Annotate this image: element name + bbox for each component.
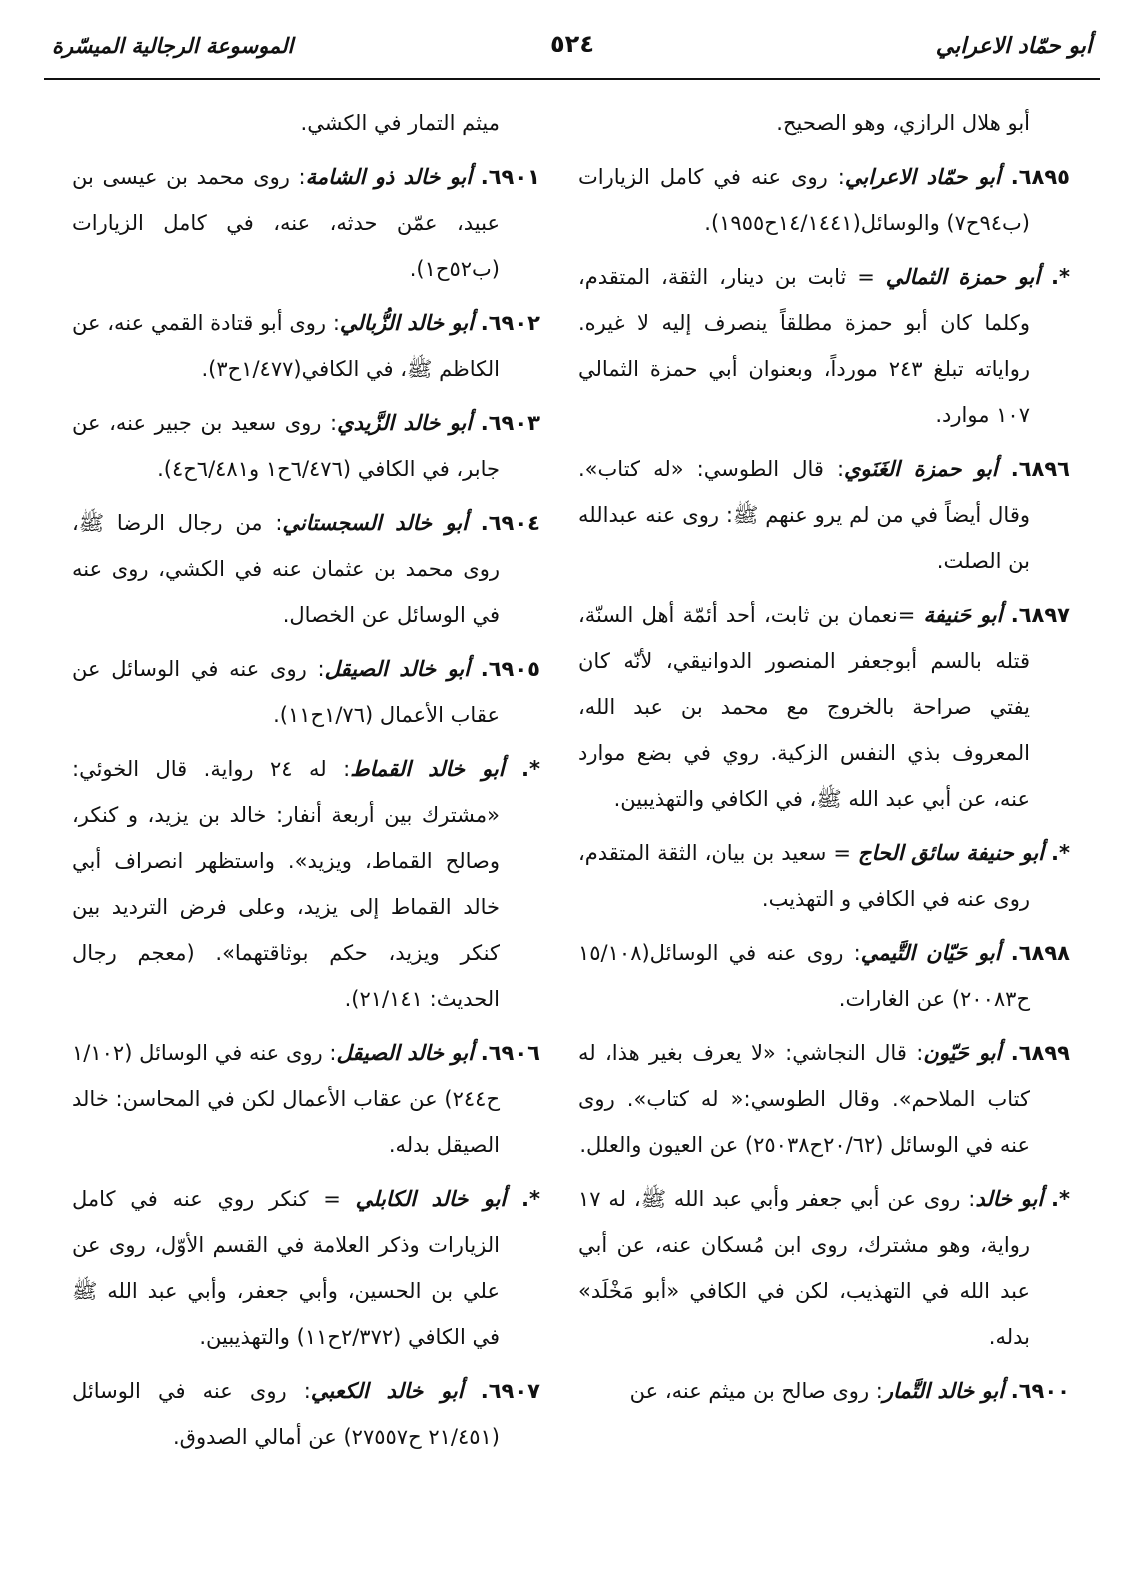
entry-6900: ٦٩٠٠. أبو خالد التَّمار: روى صالح بن ميثم عنه، عن [629,1379,1070,1403]
entry-6899: ٦٨٩٩. أبو حَيّون: قال النجاشي: «لا يعرف بغير هذا، له كتاب الملاحم». وقال الطوسي:« له كتاب». روى عنه في الوسائل (٢٠/٦٢ح٢٥٠٣٨) عن العيون والعلل. [578,1041,1070,1157]
entry-6902: ٦٩٠٢. أبو خالد الزُّبالي: روى أبو قتادة القمي عنه، عن الكاظم ﷺ، في الكافي(١/٤٧٧ح٣). [72,311,540,381]
left-column [72,100,540,1468]
entry-6907: ٦٩٠٧. أبو خالد الكعبي: روى عنه في الوسائل (٢١/٤٥١ ح٢٧٥٥٧) عن أمالي الصدوق. [72,1379,540,1449]
entry-6905: ٦٩٠٥. أبو خالد الصيقل: روى عنه في الوسائل عن عقاب الأعمال (١/٧٦ح١١). [72,657,540,727]
entry-star-abu-hamza-thumali: *. أبو حمزة الثمالي = ثابت بن دينار، الثقة، المتقدم، وكلما كان أبو حمزة مطلقاً ينصرف إليه لا غيره. رواياته تبلغ ٢٤٣ مورداً، وبعنوان أبي حمزة الثمالي ١٠٧ موارد. [578,265,1070,427]
entry-star-abu-khalid-qammat: *. أبو خالد القماط: له ٢٤ رواية. قال الخوئي: «مشترك بين أربعة أنفار: خالد بن يزيد، و كنكر، وصالح القماط، ويزيد». واستظهر انصراف أبي خالد القماط إلى يزيد، وعلى فرض الترديد بين كنكر ويزيد، حكم بوثاقتهما». (معجم رجال الحديث: ٢١/١٤١). [72,757,540,1011]
running-head-book: الموسوعة الرجالية الميسّرة [52,34,294,58]
entry-6895: ٦٨٩٥. أبو حمّاد الاعرابي: روى عنه في كامل الزيارات (ب٩٤ح٧) والوسائل(١٤/١٤٤١ح١٩٥٥). [578,165,1070,235]
entry-6898: ٦٨٩٨. أبو حَيّان التَّيمي: روى عنه في الوسائل(١٥/١٠٨ ح٢٠٠٨٣) عن الغارات. [578,941,1070,1011]
entry-continuation: أبو هلال الرازي، وهو الصحيح. [776,111,1030,135]
entry-6901: ٦٩٠١. أبو خالد ذو الشامة: روى محمد بن عيسى بن عبيد، عمّن حدثه، عنه، في كامل الزيارات (ب٥٢ح١). [72,165,540,281]
entry-6903: ٦٩٠٣. أبو خالد الزَّيدي: روى سعيد بن جبير عنه، عن جابر، في الكافي (٦/٤٧٦ح١ و٦/٤٨١ح٤). [72,411,540,481]
entry-6906: ٦٩٠٦. أبو خالد الصيقل: روى عنه في الوسائل (١/١٠٢ ح٢٤٤) عن عقاب الأعمال لكن في المحاسن: خالد الصيقل بدله. [72,1041,540,1157]
page-number: ٥٢٤ [550,30,594,58]
page-header [44,28,1100,80]
entry-star-abu-hanifa-saiq: *. أبو حنيفة سائق الحاج = سعيد بن بيان، الثقة المتقدم، روى عنه في الكافي و التهذيب. [578,841,1070,911]
entry-6897: ٦٨٩٧. أبو حَنيفة =نعمان بن ثابت، أحد أئمّة أهل السنّة، قتله بالسم أبوجعفر المنصور الدوانيقي، لأنّه كان يفتي صراحة بالخروج مع محمد بن عبد الله، المعروف بذي النفس الزكية. روي في بضع موارد عنه، عن أبي عبد الله ﷺ، في الكافي والتهذيبين. [578,603,1070,811]
entry-6896: ٦٨٩٦. أبو حمزة الغَنَوي: قال الطوسي: «له كتاب». وقال أيضاً في من لم يرو عنهم ﷺ: روى عنه عبدالله بن الصلت. [578,457,1070,573]
right-column [578,100,1070,1422]
entry-star-abu-khalid-kabuli: *. أبو خالد الكابلي = كنكر روي عنه في كامل الزيارات وذكر العلامة في القسم الأوّل، روى عن علي بن الحسين، وأبي جعفر، وأبي عبد الله ﷺ في الكافي (٢/٣٧٢ح١١) والتهذيبين. [72,1187,540,1349]
running-head-entry: أبو حمّاد الاعرابي [935,34,1092,59]
entry-continuation: ميثم التمار في الكشي. [300,111,500,135]
entry-6904: ٦٩٠٤. أبو خالد السجستاني: من رجال الرضا ﷺ، روى محمد بن عثمان عنه في الكشي، روى عنه في الوسائل عن الخصال. [72,511,540,627]
entry-star-abu-khalid: *. أبو خالد: روى عن أبي جعفر وأبي عبد الله ﷺ، له ١٧ رواية، وهو مشترك، روى ابن مُسكان عنه، عن أبي عبد الله في التهذيب، لكن في الكافي «أبو مَخْلَد» بدله. [578,1187,1071,1349]
